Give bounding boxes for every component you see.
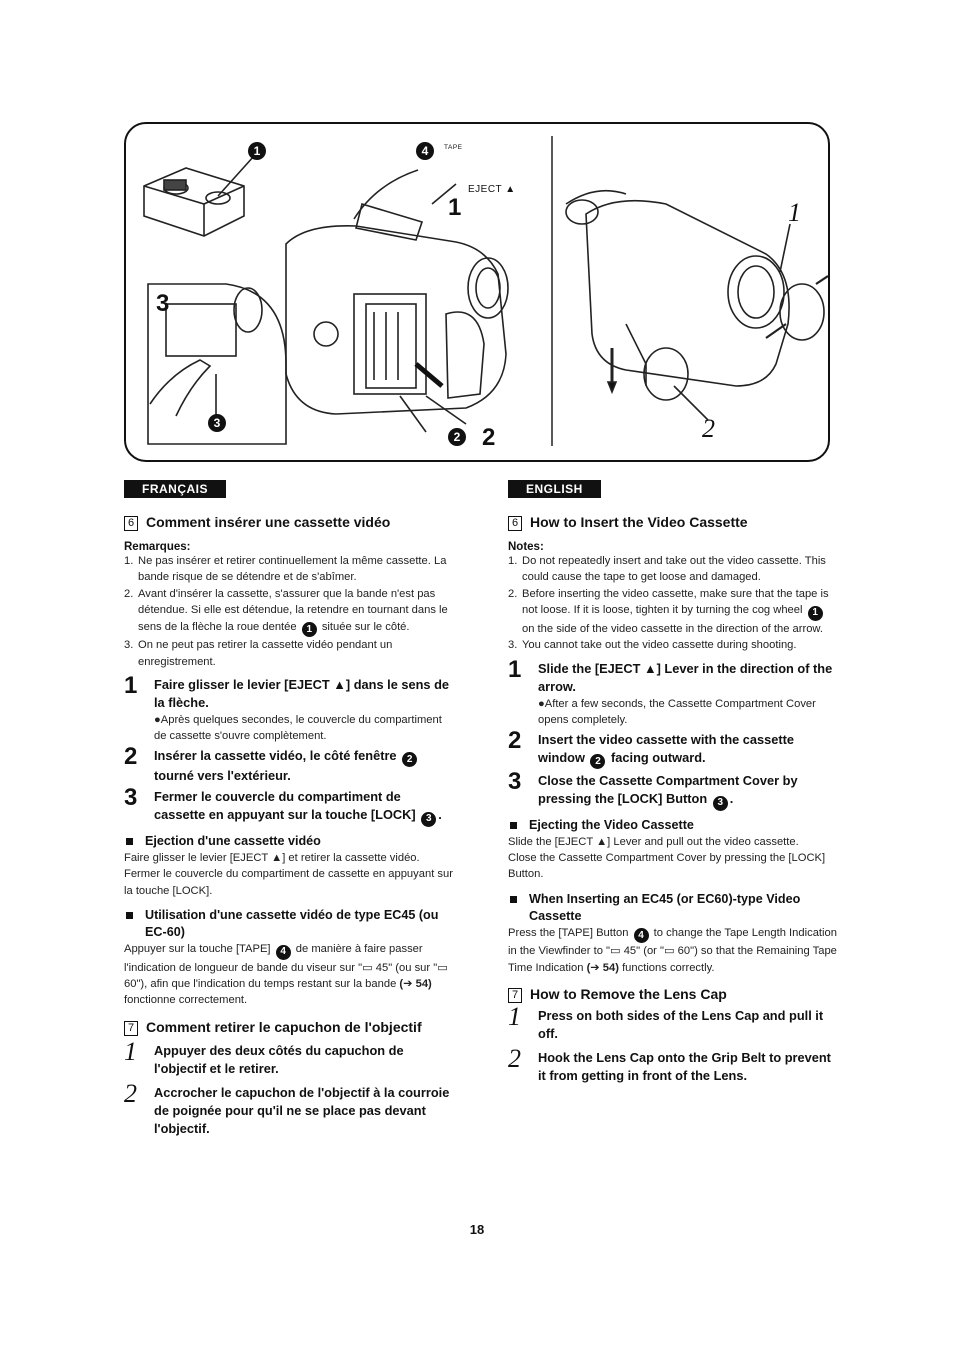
bullet-heading: Ejection d'une cassette vidéo <box>124 833 454 850</box>
language-tag-fr: FRANÇAIS <box>124 480 226 498</box>
step-1: 1 Slide the [EJECT ▲] Lever in the direction of the arrow. ●After a few seconds, the Cassette Compartment Cover opens completely. <box>508 655 833 726</box>
figure-badge-2: 2 <box>448 428 466 446</box>
french-column <box>124 480 454 1138</box>
bullet-heading: Ejecting the Video Cassette <box>508 817 838 834</box>
cassette-drawing <box>144 168 244 236</box>
english-column <box>508 480 838 1085</box>
step-1: 1 Press on both sides of the Lens Cap and pull it off. <box>508 1002 824 1042</box>
step-2: 2 Hook the Lens Cap onto the Grip Belt to prevent it from getting in front of the Lens. <box>508 1044 831 1084</box>
section-title: How to Remove the Lens Cap <box>530 986 727 1003</box>
paragraph: Press the [TAPE] Button 4 to change the Tape Length Indication in the Viewfinder to "▭ 45" (or "▭ 60") so that the Remaining Tape Time Indication (➔ 54) functions correctly. <box>508 926 837 974</box>
badge-4: 4 <box>634 928 649 943</box>
language-tag-en: ENGLISH <box>508 480 601 498</box>
badge-1: 1 <box>808 606 823 621</box>
section-title: Comment insérer une cassette vidéo <box>146 514 391 530</box>
section-title: Comment retirer le capuchon de l'objectif <box>146 1018 422 1035</box>
section-7-en <box>508 986 838 1003</box>
badge-2: 2 <box>590 754 605 769</box>
section-7-fr <box>124 1019 454 1036</box>
note-item: 3. On ne peut pas retirer la cassette vidéo pendant un enregistrement. <box>124 639 393 668</box>
note-item: 1. Ne pas insérer et retirer continuellement la même cassette. La bande risque de se détendre et de s'abîmer. <box>124 555 447 584</box>
notes-heading: Remarques: <box>124 541 191 553</box>
section-number: 7 <box>508 988 522 1003</box>
page-number: 18 <box>469 1222 485 1237</box>
eject-label: EJECT ▲ <box>468 184 516 195</box>
step-1: 1 Appuyer des deux côtés du capuchon de l'objectif et le retirer. <box>124 1036 404 1076</box>
note-item: 3. You cannot take out the video cassette during shooting. <box>508 639 797 652</box>
figure-step-1: 1 <box>448 194 462 221</box>
tape-label: TAPE <box>444 144 463 151</box>
badge-1: 1 <box>302 622 317 637</box>
step-3: 3 Close the Cassette Compartment Cover by pressing the [LOCK] Button 3 . <box>508 772 838 811</box>
step-2: 2 Accrocher le capuchon de l'objectif à la courroie de poignée pour qu'il ne se place pas devant l'objectif. <box>124 1078 450 1136</box>
camcorder-illustration <box>126 124 828 460</box>
section-6-en <box>508 514 838 531</box>
step-2: 2 Insérer la cassette vidéo, le côté fenêtre 2 tourné vers l'extérieur. <box>124 747 454 786</box>
bullet-heading: Utilisation d'une cassette vidéo de type EC45 (ou EC-60) <box>124 907 454 941</box>
figure-badge-4: 4 <box>416 142 434 160</box>
paragraph: Slide the [EJECT ▲] Lever and pull out the video cassette. <box>508 835 799 848</box>
figure-step-3: 3 <box>156 290 170 317</box>
paragraph: Appuyer sur la touche [TAPE] 4 de manière à faire passer l'indication de longueur de bande du viseur sur "▭ 45" (ou sur "▭ 60"), afin que l'indication du temps restant sur la bande (➔ 54) fonctionne correctement. <box>124 943 448 1007</box>
bullet-heading: When Inserting an EC45 (or EC60)-type Video Cassette <box>508 891 838 925</box>
section-number: 6 <box>124 516 138 531</box>
figure-badge-1: 1 <box>248 142 266 160</box>
section-number: 7 <box>124 1021 138 1036</box>
section-number: 6 <box>508 516 522 531</box>
figure-lens-step-1: 1 <box>788 198 801 227</box>
paragraph: Faire glisser le levier [EJECT ▲] et retirer la cassette vidéo. Fermer le couvercle du compartiment de cassette en appuyant sur la touche [LOCK]. <box>124 851 453 897</box>
step-2: 2 Insert the video cassette with the cassette window 2 facing outward. <box>508 731 838 770</box>
note-item: 1. Do not repeatedly insert and take out the video cassette. This could cause the tape to get loose and damaged. <box>508 555 826 584</box>
notes-heading: Notes: <box>508 541 544 553</box>
figure-lens-step-2: 2 <box>702 414 715 443</box>
camcorder-main-drawing <box>286 204 508 414</box>
note-item: 2. Avant d'insérer la cassette, s'assurer que la bande n'est pas détendue. Si elle est détendue, la retendre en tournant dans le sens de la flèche la roue dentée 1 située sur le côté. <box>124 586 454 637</box>
section-6-fr <box>124 514 454 531</box>
camcorder-right-drawing <box>566 191 824 400</box>
note-item: 2. Before inserting the video cassette, make sure that the tape is not loose. If it is loose, tighten it by turning the cog wheel 1 on the side of the video cassette in the direction of the arrow. <box>508 587 829 635</box>
badge-3: 3 <box>421 812 436 827</box>
figure-badge-3: 3 <box>208 414 226 432</box>
illustration-panel <box>124 122 830 462</box>
step-3: 3 Fermer le couvercle du compartiment de cassette en appuyant sur la touche [LOCK] 3 . <box>124 788 454 827</box>
step-1: 1 Faire glisser le levier [EJECT ▲] dans le sens de la flèche. ●Après quelques secondes, le couvercle du compartiment de cassette s'ouvre complètement. <box>124 671 450 742</box>
figure-step-2: 2 <box>482 424 496 451</box>
badge-2: 2 <box>402 752 417 767</box>
paragraph: Close the Cassette Compartment Cover by pressing the [LOCK] Button. <box>508 851 826 881</box>
badge-3: 3 <box>713 796 728 811</box>
badge-4: 4 <box>276 945 291 960</box>
section-title: How to Insert the Video Cassette <box>530 514 748 530</box>
